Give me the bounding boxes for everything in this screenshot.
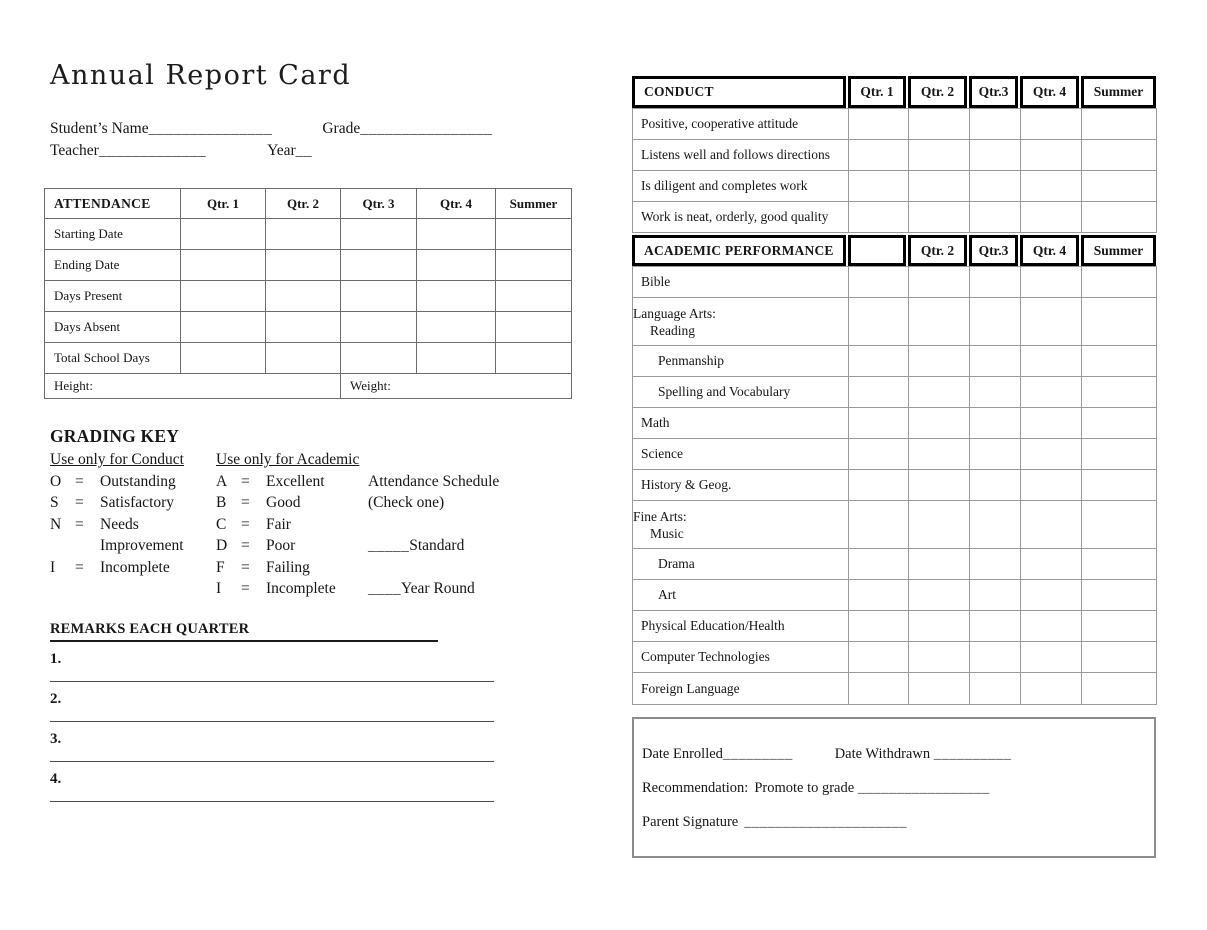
- key-word: Satisfactory: [100, 494, 175, 511]
- academic-row-label: Foreign Language: [633, 673, 849, 705]
- conduct-header-qtr4: Qtr. 4: [1020, 76, 1079, 108]
- year-round-check-blank[interactable]: ____: [368, 580, 401, 597]
- key-letter: D: [216, 537, 228, 554]
- equals-sign: =: [75, 494, 84, 511]
- enrollment-dates-line: [642, 744, 1154, 765]
- conduct-key-heading: Use only for Conduct: [50, 451, 184, 468]
- fill-cell[interactable]: [496, 343, 572, 374]
- key-letter: N: [50, 515, 62, 533]
- grade-cell[interactable]: [909, 470, 970, 501]
- table-row: [45, 343, 572, 374]
- table-row: [633, 377, 1157, 408]
- attendance-header-qtr3: Qtr. 3: [341, 189, 417, 219]
- fill-cell[interactable]: [417, 281, 496, 312]
- attendance-header-title: ATTENDANCE: [45, 189, 181, 219]
- grade-cell[interactable]: [970, 171, 1021, 202]
- fill-cell[interactable]: [417, 312, 496, 343]
- key-row: [50, 535, 216, 557]
- grade-cell[interactable]: [1021, 642, 1082, 673]
- grade-cell[interactable]: [909, 408, 970, 439]
- remark-number: 4.: [50, 771, 62, 787]
- grade-cell[interactable]: [1021, 470, 1082, 501]
- weight-cell[interactable]: [341, 374, 572, 399]
- height-label: Height:: [54, 378, 93, 393]
- subject-group-label: Fine Arts:: [633, 508, 687, 524]
- fill-cell[interactable]: [181, 312, 266, 343]
- academic-header-title: ACADEMIC PERFORMANCE: [632, 235, 846, 266]
- grade-cell[interactable]: [1082, 408, 1157, 439]
- teacher-label: Teacher: [50, 142, 99, 159]
- grade-cell[interactable]: [970, 298, 1021, 346]
- attendance-table: [44, 188, 572, 399]
- standard-label: Standard: [409, 537, 465, 554]
- key-letter: I: [216, 580, 222, 597]
- grade-cell[interactable]: [909, 346, 970, 377]
- table-row: [633, 408, 1157, 439]
- academic-row-label: Science: [633, 439, 849, 470]
- equals-sign: =: [75, 472, 84, 490]
- enrollment-box: [632, 717, 1156, 858]
- grade-cell[interactable]: [849, 202, 909, 233]
- grade-cell[interactable]: [849, 267, 909, 298]
- key-row: [216, 578, 368, 600]
- parent-signature-line: [642, 812, 1154, 833]
- remarks-heading: REMARKS EACH QUARTER: [50, 621, 438, 642]
- grade-cell[interactable]: [1021, 501, 1082, 549]
- teacher-line: [50, 140, 492, 162]
- grade-cell[interactable]: [1021, 439, 1082, 470]
- remark-number: 3.: [50, 731, 62, 747]
- weight-label: Weight:: [350, 378, 391, 393]
- academic-row-label: Computer Technologies: [633, 642, 849, 673]
- date-enrolled-label: Date Enrolled: [642, 746, 723, 762]
- grade-cell[interactable]: [1021, 549, 1082, 580]
- grade-cell[interactable]: [849, 109, 909, 140]
- student-name-label: Student’s Name: [50, 120, 149, 137]
- grade-cell[interactable]: [909, 642, 970, 673]
- conduct-row-label: Work is neat, orderly, good quality: [633, 202, 849, 233]
- remark-number: 1.: [50, 651, 62, 667]
- grade-cell[interactable]: [970, 109, 1021, 140]
- fill-cell[interactable]: [417, 250, 496, 281]
- equals-sign: =: [241, 580, 250, 597]
- grade-cell[interactable]: [970, 408, 1021, 439]
- academic-row-label: Bible: [633, 267, 849, 298]
- fill-cell[interactable]: [341, 312, 417, 343]
- grade-cell[interactable]: [1082, 673, 1157, 705]
- fill-cell[interactable]: [181, 250, 266, 281]
- grade-cell[interactable]: [1021, 673, 1082, 705]
- grade-cell[interactable]: [909, 580, 970, 611]
- date-withdrawn-blank[interactable]: __________: [933, 746, 1012, 762]
- academic-row-label: Physical Education/Health: [633, 611, 849, 642]
- grade-cell[interactable]: [1021, 346, 1082, 377]
- academic-row-label: Drama: [633, 549, 849, 580]
- grade-cell[interactable]: [970, 346, 1021, 377]
- grade-cell[interactable]: [849, 298, 909, 346]
- date-enrolled-blank[interactable]: _________: [722, 746, 793, 762]
- fill-cell[interactable]: [341, 343, 417, 374]
- grade-cell[interactable]: [909, 202, 970, 233]
- equals-sign: =: [75, 558, 84, 576]
- grade-cell[interactable]: [970, 202, 1021, 233]
- academic-table: [632, 266, 1157, 705]
- equals-sign: =: [241, 537, 250, 554]
- grade-cell[interactable]: [1082, 611, 1157, 642]
- attendance-header-qtr4: Qtr. 4: [417, 189, 496, 219]
- attendance-row-label: Total School Days: [45, 343, 181, 374]
- grade-cell[interactable]: [1082, 109, 1157, 140]
- grade-cell[interactable]: [909, 298, 970, 346]
- key-word: Excellent: [266, 472, 325, 490]
- grade-cell[interactable]: [1082, 580, 1157, 611]
- equals-sign: =: [241, 494, 250, 511]
- grade-cell[interactable]: [909, 377, 970, 408]
- key-word: Fair: [266, 515, 291, 533]
- recommendation-text: Promote to grade: [754, 780, 855, 796]
- key-letter: S: [50, 494, 59, 511]
- table-row: [633, 673, 1157, 705]
- table-row: [633, 202, 1157, 233]
- grade-cell[interactable]: [1021, 202, 1082, 233]
- grade-cell[interactable]: [849, 611, 909, 642]
- grade-cell[interactable]: [970, 549, 1021, 580]
- grade-cell[interactable]: [849, 673, 909, 705]
- academic-row-label: History & Geog.: [633, 470, 849, 501]
- grade-blank[interactable]: ________________: [360, 120, 493, 137]
- fill-cell[interactable]: [181, 219, 266, 250]
- date-withdrawn-label: Date Withdrawn: [834, 746, 931, 762]
- academic-row-label: Penmanship: [633, 346, 849, 377]
- grade-cell[interactable]: [1021, 611, 1082, 642]
- table-row: [45, 219, 572, 250]
- key-row: [216, 514, 368, 536]
- grade-cell[interactable]: [1082, 439, 1157, 470]
- key-word: Improvement: [100, 537, 184, 554]
- subject-group-label: Language Arts:: [633, 305, 716, 321]
- fill-cell[interactable]: [341, 281, 417, 312]
- fill-cell[interactable]: [496, 250, 572, 281]
- key-row: [50, 514, 216, 536]
- grade-cell[interactable]: [1082, 549, 1157, 580]
- remark-line-3[interactable]: [50, 749, 494, 762]
- academic-header-qtr3: Qtr.3: [969, 235, 1018, 266]
- fill-cell[interactable]: [266, 312, 341, 343]
- key-word: Good: [266, 494, 301, 511]
- remark-line-1[interactable]: [50, 669, 494, 682]
- table-row: [45, 250, 572, 281]
- grade-cell[interactable]: [970, 470, 1021, 501]
- key-letter: B: [216, 494, 227, 511]
- right-column: [632, 76, 1156, 858]
- conduct-header-title: CONDUCT: [632, 76, 846, 108]
- grade-cell[interactable]: [849, 346, 909, 377]
- teacher-blank[interactable]: _____________: [98, 142, 207, 159]
- parent-signature-label: Parent Signature: [642, 814, 739, 830]
- attendance-row-label: Days Present: [45, 281, 181, 312]
- grade-cell[interactable]: [970, 439, 1021, 470]
- academic-header-summer: Summer: [1081, 235, 1156, 266]
- table-row: [633, 267, 1157, 298]
- key-word: Incomplete: [100, 558, 170, 576]
- fill-cell[interactable]: [496, 281, 572, 312]
- fill-cell[interactable]: [341, 250, 417, 281]
- recommendation-label: Recommendation:: [642, 780, 749, 796]
- height-weight-row: [45, 374, 572, 399]
- academic-header-qtr2: Qtr. 2: [908, 235, 967, 266]
- grade-cell[interactable]: [970, 140, 1021, 171]
- table-row: [45, 312, 572, 343]
- grade-cell[interactable]: [849, 140, 909, 171]
- academic-row-label: [633, 298, 849, 346]
- academic-row-label: Art: [633, 580, 849, 611]
- recommendation-blank[interactable]: _________________: [857, 780, 990, 796]
- conduct-table: [632, 108, 1157, 233]
- academic-table-header: [632, 235, 1156, 266]
- page-title: Annual Report Card: [50, 60, 352, 91]
- grade-cell[interactable]: [1082, 140, 1157, 171]
- fill-cell[interactable]: [266, 250, 341, 281]
- grade-cell[interactable]: [970, 580, 1021, 611]
- grade-cell[interactable]: [970, 642, 1021, 673]
- table-row: [633, 298, 1157, 346]
- student-info-lines: [50, 118, 492, 162]
- parent-signature-blank[interactable]: _____________________: [744, 814, 907, 830]
- fill-cell[interactable]: [181, 281, 266, 312]
- grade-cell[interactable]: [849, 580, 909, 611]
- key-word: Incomplete: [266, 580, 336, 597]
- recommendation-line: [642, 778, 1154, 799]
- grade-cell[interactable]: [1021, 298, 1082, 346]
- subject-sub-label: Reading: [650, 322, 695, 338]
- attendance-row-label: Days Absent: [45, 312, 181, 343]
- academic-row-label: [633, 501, 849, 549]
- grade-cell[interactable]: [909, 501, 970, 549]
- fill-cell[interactable]: [417, 343, 496, 374]
- check-one-note: (Check one): [368, 494, 445, 511]
- key-row: [50, 492, 216, 514]
- key-letter: O: [50, 472, 62, 490]
- academic-header-qtr4: Qtr. 4: [1020, 235, 1079, 266]
- table-row: [45, 281, 572, 312]
- student-name-line: [50, 118, 492, 140]
- conduct-row-label: Is diligent and completes work: [633, 171, 849, 202]
- attendance-header-summer: Summer: [496, 189, 572, 219]
- key-row: [50, 471, 216, 493]
- grade-cell[interactable]: [909, 109, 970, 140]
- grade-cell[interactable]: [909, 267, 970, 298]
- year-label: Year: [267, 142, 296, 159]
- standard-check-blank[interactable]: _____: [368, 537, 410, 554]
- grade-cell[interactable]: [909, 549, 970, 580]
- grade-cell[interactable]: [970, 501, 1021, 549]
- key-row: [216, 557, 368, 579]
- grade-cell[interactable]: [909, 140, 970, 171]
- grade-cell[interactable]: [970, 611, 1021, 642]
- table-row: [633, 140, 1157, 171]
- academic-row-label: Math: [633, 408, 849, 439]
- grade-cell[interactable]: [1021, 408, 1082, 439]
- academic-header-qtr1-blank: [848, 235, 906, 266]
- key-letter: A: [216, 472, 228, 490]
- attendance-schedule-title: Attendance Schedule: [368, 472, 500, 490]
- grade-cell[interactable]: [1082, 642, 1157, 673]
- key-word: Poor: [266, 537, 296, 554]
- academic-row-label: Spelling and Vocabulary: [633, 377, 849, 408]
- subject-sub-label: Music: [650, 525, 684, 541]
- fill-cell[interactable]: [266, 219, 341, 250]
- grade-cell[interactable]: [909, 439, 970, 470]
- table-row: [633, 611, 1157, 642]
- grading-key-section: [50, 426, 580, 600]
- key-row: [50, 557, 216, 579]
- grading-key-title: GRADING KEY: [50, 426, 180, 446]
- grade-cell[interactable]: [1082, 298, 1157, 346]
- year-round-option: [368, 578, 574, 600]
- grade-cell[interactable]: [849, 470, 909, 501]
- grade-cell[interactable]: [1082, 267, 1157, 298]
- grade-cell[interactable]: [909, 673, 970, 705]
- fill-cell[interactable]: [496, 312, 572, 343]
- grade-cell[interactable]: [970, 673, 1021, 705]
- table-row: [633, 171, 1157, 202]
- grade-cell[interactable]: [970, 377, 1021, 408]
- key-word: Failing: [266, 558, 310, 576]
- grade-cell[interactable]: [909, 171, 970, 202]
- grade-cell[interactable]: [1082, 346, 1157, 377]
- table-row: [633, 580, 1157, 611]
- grade-cell[interactable]: [849, 549, 909, 580]
- key-letter: I: [50, 558, 56, 576]
- table-row: [633, 439, 1157, 470]
- grade-cell[interactable]: [849, 501, 909, 549]
- table-row: [633, 470, 1157, 501]
- table-row: [633, 549, 1157, 580]
- equals-sign: =: [241, 472, 250, 490]
- equals-sign: =: [241, 558, 250, 576]
- grade-cell[interactable]: [849, 377, 909, 408]
- grade-cell[interactable]: [849, 171, 909, 202]
- grade-cell[interactable]: [1082, 377, 1157, 408]
- remark-number: 2.: [50, 691, 62, 707]
- grade-cell[interactable]: [1082, 501, 1157, 549]
- grade-cell[interactable]: [1021, 171, 1082, 202]
- fill-cell[interactable]: [417, 219, 496, 250]
- conduct-header-qtr3: Qtr.3: [969, 76, 1018, 108]
- key-row: [216, 471, 368, 493]
- standard-option: [368, 535, 574, 557]
- key-word: Needs: [100, 515, 139, 533]
- fill-cell[interactable]: [181, 343, 266, 374]
- height-cell[interactable]: [45, 374, 341, 399]
- conduct-row-label: Positive, cooperative attitude: [633, 109, 849, 140]
- remark-line-2[interactable]: [50, 709, 494, 722]
- grade-cell[interactable]: [1082, 470, 1157, 501]
- key-row: [216, 492, 368, 514]
- attendance-header-qtr1: Qtr. 1: [181, 189, 266, 219]
- grade-cell[interactable]: [1021, 377, 1082, 408]
- student-name-blank[interactable]: _______________: [148, 120, 273, 137]
- key-row: [216, 535, 368, 557]
- attendance-row-label: Ending Date: [45, 250, 181, 281]
- fill-cell[interactable]: [266, 343, 341, 374]
- fill-cell[interactable]: [341, 219, 417, 250]
- key-letter: C: [216, 515, 227, 533]
- table-row: [633, 642, 1157, 673]
- fill-cell[interactable]: [496, 219, 572, 250]
- grade-cell[interactable]: [1082, 171, 1157, 202]
- grade-cell[interactable]: [849, 642, 909, 673]
- fill-cell[interactable]: [266, 281, 341, 312]
- remarks-section: [50, 621, 494, 802]
- year-round-label: Year Round: [401, 580, 475, 597]
- grade-cell[interactable]: [1082, 202, 1157, 233]
- table-row: [633, 501, 1157, 549]
- conduct-table-header: [632, 76, 1156, 108]
- grade-label: Grade: [322, 120, 361, 137]
- table-row: [633, 109, 1157, 140]
- year-blank[interactable]: __: [295, 142, 313, 159]
- key-letter: F: [216, 558, 225, 576]
- grade-cell[interactable]: [1021, 109, 1082, 140]
- grade-cell[interactable]: [970, 267, 1021, 298]
- grading-key-grid: [50, 449, 580, 600]
- conduct-row-label: Listens well and follows directions: [633, 140, 849, 171]
- conduct-header-qtr1: Qtr. 1: [848, 76, 906, 108]
- attendance-header-row: [45, 189, 572, 219]
- equals-sign: =: [241, 515, 250, 533]
- equals-sign: =: [75, 515, 84, 533]
- grade-cell[interactable]: [1021, 267, 1082, 298]
- grade-cell[interactable]: [909, 611, 970, 642]
- attendance-header-qtr2: Qtr. 2: [266, 189, 341, 219]
- conduct-header-qtr2: Qtr. 2: [908, 76, 967, 108]
- remark-line-4[interactable]: [50, 789, 494, 802]
- key-word: Outstanding: [100, 472, 176, 490]
- grade-cell[interactable]: [1021, 580, 1082, 611]
- grade-cell[interactable]: [1021, 140, 1082, 171]
- academic-key-heading: Use only for Academic: [216, 451, 360, 468]
- grade-cell[interactable]: [849, 408, 909, 439]
- conduct-header-summer: Summer: [1081, 76, 1156, 108]
- grade-cell[interactable]: [849, 439, 909, 470]
- table-row: [633, 346, 1157, 377]
- attendance-row-label: Starting Date: [45, 219, 181, 250]
